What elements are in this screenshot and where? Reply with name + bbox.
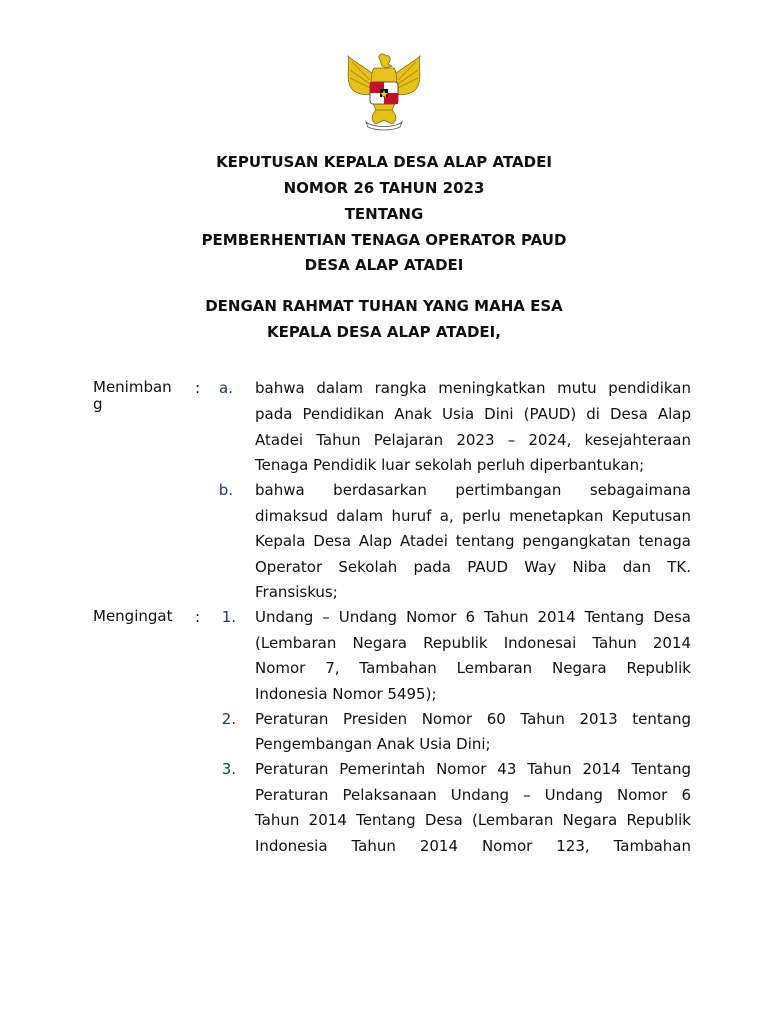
document-subject-village: DESA ALAP ATADEI: [304, 256, 464, 274]
list-item-line: Indonesia Tahun 2014 Nomor 123, Tambahan: [255, 837, 691, 855]
list-item-line: Tenaga Pendidik luar sekolah perluh diperbantukan;: [255, 456, 645, 474]
list-item-line: Peraturan Pelaksanaan Undang – Undang Nomor 6: [255, 786, 691, 804]
list-item-line: Peraturan Pemerintah Nomor 43 Tahun 2014 Tentang: [255, 760, 691, 778]
list-item-line: Pengembangan Anak Usia Dini;: [255, 735, 491, 753]
document-title: KEPUTUSAN KEPALA DESA ALAP ATADEI: [216, 153, 552, 171]
document-number: NOMOR 26 TAHUN 2023: [283, 179, 485, 197]
list-item-line: bahwa dalam rangka meningkatkan mutu pendidikan: [255, 379, 691, 397]
list-item-line: Fransiskus;: [255, 583, 338, 601]
list-item-line: Nomor 7, Tambahan Lembaran Negara Republik: [255, 659, 691, 677]
garuda-pancasila-emblem-icon: [340, 50, 428, 132]
section-colon: :: [195, 379, 201, 397]
list-item-line: dimaksud dalam huruf a, perlu menetapkan Keputusan: [255, 507, 691, 525]
section-colon: :: [195, 608, 201, 626]
list-item-line: Tahun 2014 Tentang Desa (Lembaran Negara Republik: [255, 811, 691, 829]
document-subject: PEMBERHENTIAN TENAGA OPERATOR PAUD: [201, 231, 567, 249]
preamble-line: DENGAN RAHMAT TUHAN YANG MAHA ESA: [205, 297, 563, 315]
list-item-line: Peraturan Presiden Nomor 60 Tahun 2013 tentang: [255, 710, 691, 728]
list-item-line: Operator Sekolah pada PAUD Way Niba dan TK.: [255, 558, 691, 576]
list-marker: 2.: [221, 710, 236, 728]
list-item-line: (Lembaran Negara Republik Indonesai Tahun 2014: [255, 634, 691, 652]
list-marker: 1.: [221, 608, 236, 626]
section-label-menimbang: Menimban g: [93, 378, 172, 413]
list-item-line: Atadei Tahun Pelajaran 2023 – 2024, kesejahteraan: [255, 431, 691, 449]
list-item-line: Indonesia Nomor 5495);: [255, 685, 437, 703]
document-tentang: TENTANG: [344, 205, 424, 223]
list-item-line: bahwa berdasarkan pertimbangan sebagaimana: [255, 481, 691, 499]
list-marker: b.: [218, 481, 233, 499]
list-marker: a.: [219, 379, 233, 397]
list-marker: 3.: [221, 760, 236, 778]
preamble-official: KEPALA DESA ALAP ATADEI,: [267, 323, 501, 341]
section-label-mengingat: Mengingat: [93, 607, 173, 625]
list-item-line: Kepala Desa Alap Atadei tentang pengangkatan tenaga: [255, 532, 691, 550]
list-item-line: pada Pendidikan Anak Usia Dini (PAUD) di Desa Alap: [255, 405, 691, 423]
list-item-line: Undang – Undang Nomor 6 Tahun 2014 Tentang Desa: [255, 608, 691, 626]
